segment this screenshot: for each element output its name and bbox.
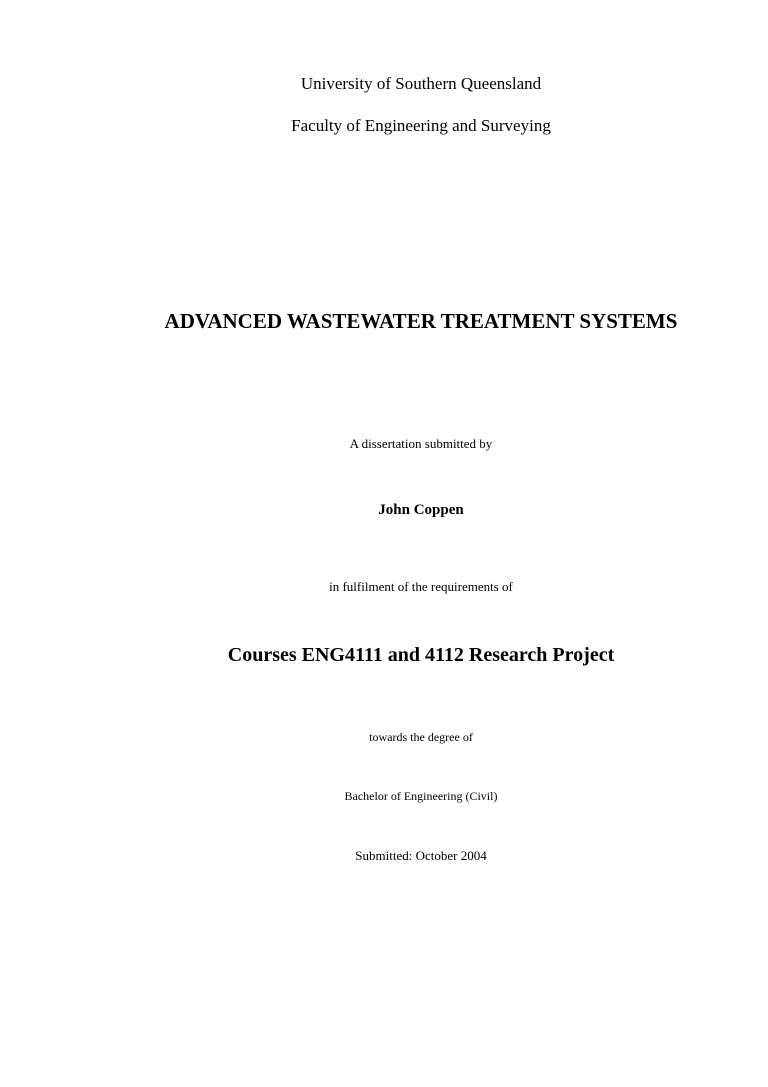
course-name: Courses ENG4111 and 4112 Research Project [227, 644, 615, 666]
faculty-name: Faculty of Engineering and Surveying [291, 116, 551, 135]
towards-degree-text: towards the degree of [369, 730, 473, 744]
fulfilment-text: in fulfilment of the requirements of [329, 579, 513, 594]
university-name: University of Southern Queensland [300, 74, 542, 93]
author-name: John Coppen [378, 502, 464, 518]
dissertation-title: ADVANCED WASTEWATER TREATMENT SYSTEMS [164, 309, 678, 333]
degree-name: Bachelor of Engineering (Civil) [344, 789, 498, 803]
submitted-by-text: A dissertation submitted by [349, 436, 493, 451]
submission-date: Submitted: October 2004 [355, 848, 487, 863]
